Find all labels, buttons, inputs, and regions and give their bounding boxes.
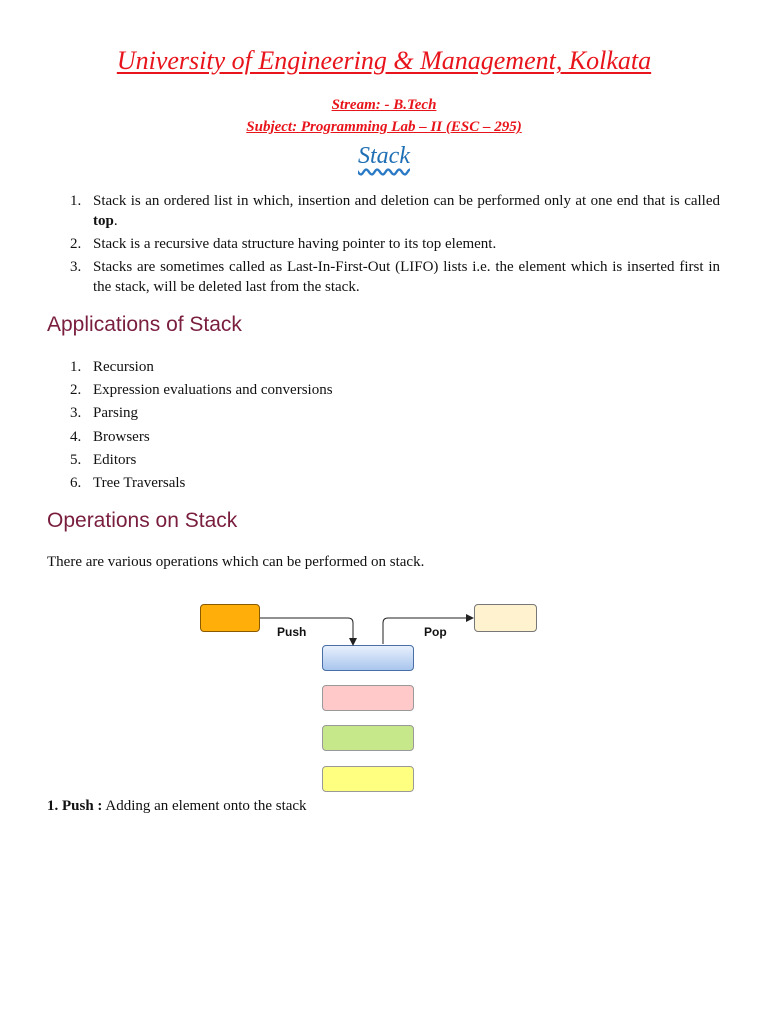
push-definition [47,798,307,815]
list-number: 3. [70,405,82,422]
list-text: Stacks are sometimes called as Last-In-First-Out (LIFO) lists i.e. the element which is inserted first in the stack, will be deleted last from the stack. [93,259,720,295]
operations-intro: There are various operations which can be performed on stack. [47,554,425,570]
list-item [47,234,720,254]
push-description: Adding an element onto the stack [102,798,307,814]
list-text-end: . [113,213,118,229]
list-number: 3. [70,259,82,275]
list-number: 5. [70,451,82,468]
pop-label: Pop [424,625,447,639]
list-item [47,426,720,449]
list-text: Expression evaluations and conversions [93,382,333,399]
list-number: 2. [70,382,82,399]
list-text: Stack is a recursive data structure having pointer to its top element. [93,236,497,252]
list-item [47,257,720,297]
arrows-layer [195,598,545,798]
push-title: 1. Push : [47,798,103,814]
list-item [47,356,720,379]
applications-heading: Applications of Stack [47,313,242,336]
list-text: Editors [93,451,137,468]
list-item [47,379,720,402]
intro-list [47,191,720,300]
stream-line: Stream: - B.Tech [331,97,437,113]
list-text: Tree Traversals [93,475,186,492]
push-arrow [260,618,353,642]
list-item [47,449,720,472]
list-number: 2. [70,236,82,252]
list-number: 1. [70,193,82,209]
subject-line: Subject: Programming Lab – II (ESC – 295) [246,119,522,135]
list-text: Browsers [93,428,150,445]
university-title: University of Engineering & Management, Kolkata [116,46,652,75]
list-item [47,402,720,425]
stack-diagram [195,598,545,798]
list-number: 6. [70,475,82,492]
list-text: Stack is an ordered list in which, insertion and deletion can be performed only at one end that is called [93,193,720,209]
list-number: 1. [70,359,82,375]
list-text: Recursion [93,359,154,375]
document-title: Stack [358,143,410,169]
list-item [47,472,720,495]
keyword-top: top [93,213,114,229]
list-item [47,191,720,231]
applications-list [47,356,720,495]
operations-heading: Operations on Stack [47,509,238,532]
push-label: Push [277,625,307,639]
list-text: Parsing [93,405,138,422]
list-number: 4. [70,428,82,445]
